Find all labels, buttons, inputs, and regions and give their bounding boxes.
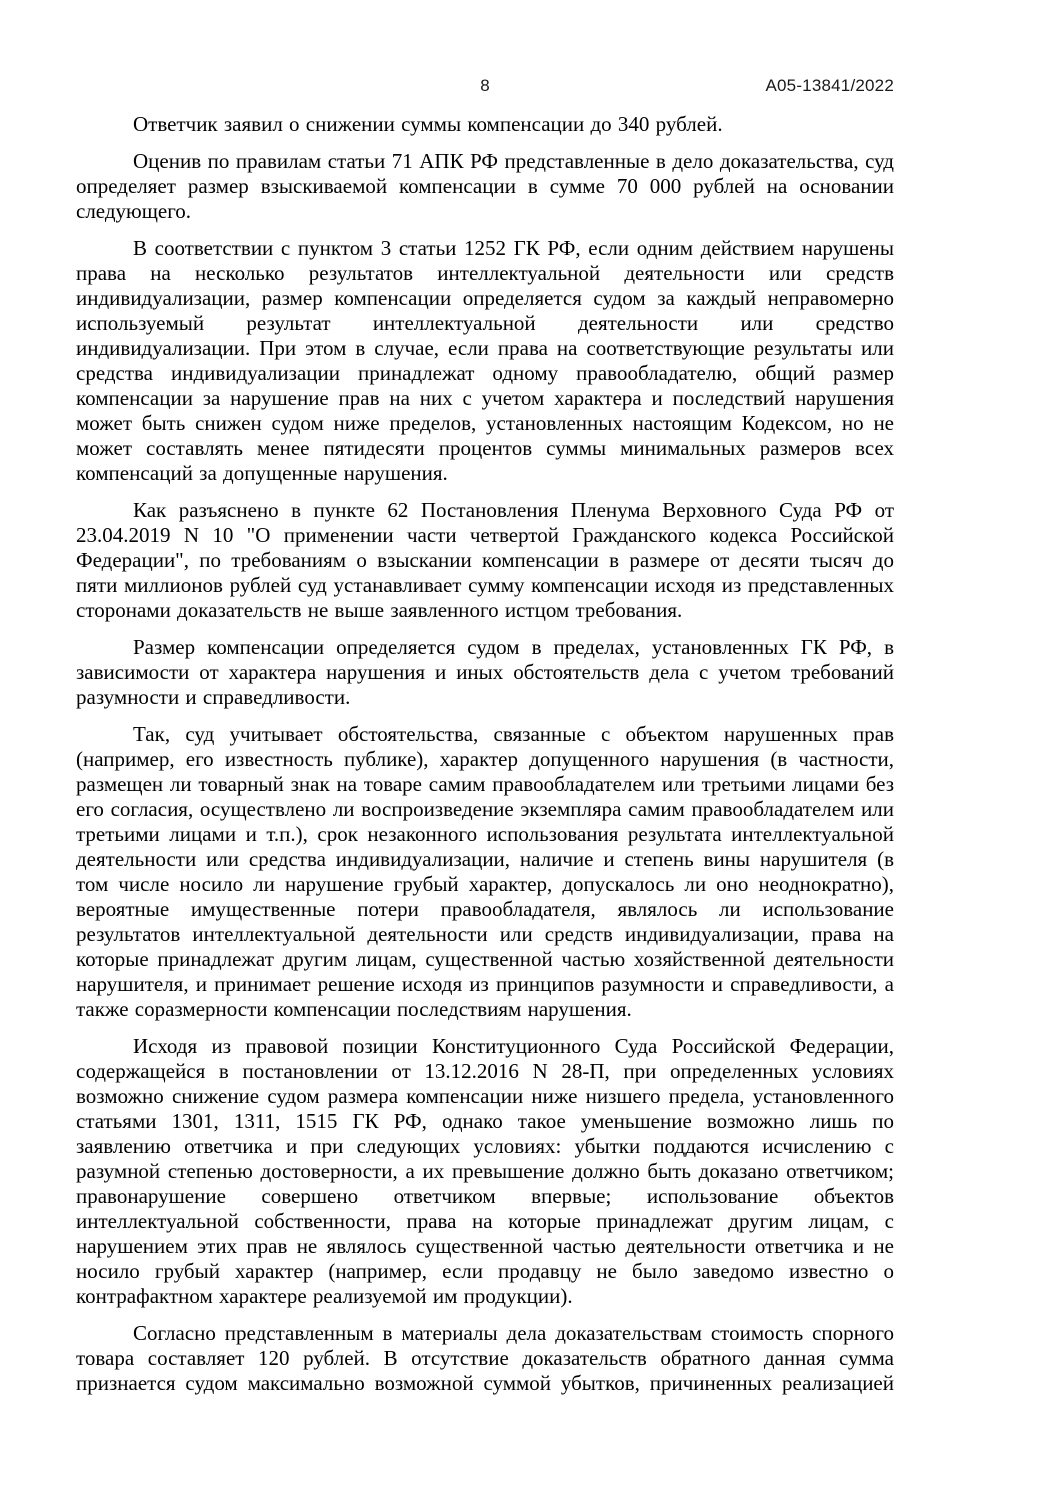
paragraph-plenum-ruling-62: Как разъяснено в пункте 62 Постановления Пленума Верховного Суда РФ от 23.04.2019 N 10 "О применении части четвертой Гражданского кодекса Российской Федерации", по требованиям о взыскании компенсации в размере от десяти тысяч до пяти миллионов рублей суд устанавливает сумму компенсации исходя из представленных сторонами доказательств не выше заявленного истцом требования. <box>76 498 894 622</box>
document-content <box>76 75 894 1396</box>
paragraph-article-1252: В соответствии с пунктом 3 статьи 1252 ГК РФ, если одним действием нарушены права на несколько результатов интеллектуальной деятельности или средств индивидуализации, размер компенсации определяется судом за каждый неправомерно используемый результат интеллектуальной деятельности или средство индивидуализации. При этом в случае, если права на соответствующие результаты или средства индивидуализации принадлежат одному правообладателю, общий размер компенсации за нарушение прав на них с учетом характера и последствий нарушения может быть снижен судом ниже пределов, установленных настоящим Кодексом, но не может составлять менее пятидесяти процентов суммы минимальных размеров всех компенсаций за допущенные нарушения. <box>76 236 894 485</box>
paragraph-respondent-claim: Ответчик заявил о снижении суммы компенсации до 340 рублей. <box>133 112 723 136</box>
paragraph-constitutional-court-position: Исходя из правовой позиции Конституционного Суда Российской Федерации, содержащейся в постановлении от 13.12.2016 N 28-П, при определенных условиях возможно снижение судом размера компенсации ниже низшего предела, установленного статьями 1301, 1311, 1515 ГК РФ, однако такое уменьшение возможно лишь по заявлению ответчика и при следующих условиях: убытки поддаются исчислению с разумной степенью достоверности, а их превышение должно быть доказано ответчиком; правонарушение совершено ответчиком впервые; использование объектов интеллектуальной собственности, права на которые принадлежат другим лицам, с нарушением этих прав не являлось существенной частью деятельности ответчика и не носило грубый характер (например, если продавцу не было заведомо известно о контрафактном характере реализуемой им продукции). <box>76 1034 894 1308</box>
document-body <box>76 112 894 1396</box>
paragraph-court-assessment: Оценив по правилам статьи 71 АПК РФ представленные в дело доказательства, суд определяет размер взыскиваемой компенсации в сумме 70 000 рублей на основании следующего. <box>76 149 894 223</box>
page-number: 8 <box>480 76 490 95</box>
page-header <box>76 75 894 96</box>
case-number: А05-13841/2022 <box>765 76 894 95</box>
paragraph-goods-cost: Согласно представленным в материалы дела доказательствам стоимость спорного товара составляет 120 рублей. В отсутствие доказательств обратного данная сумма признается судом максимально возможной суммой убытков, причиненных реализацией <box>76 1321 894 1395</box>
paragraph-compensation-limits: Размер компенсации определяется судом в пределах, установленных ГК РФ, в зависимости от характера нарушения и иных обстоятельств дела с учетом требований разумности и справедливости. <box>76 635 894 709</box>
paragraph-court-considerations: Так, суд учитывает обстоятельства, связанные с объектом нарушенных прав (например, его известность публике), характер допущенного нарушения (в частности, размещен ли товарный знак на товаре самим правообладателем или третьими лицами без его согласия, осуществлено ли воспроизведение экземпляра самим правообладателем или третьими лицами и т.п.), срок незаконного использования результата интеллектуальной деятельности или средства индивидуализации, наличие и степень вины нарушителя (в том числе носило ли нарушение грубый характер, допускалось ли оно неоднократно), вероятные имущественные потери правообладателя, являлось ли использование результатов интеллектуальной деятельности или средств индивидуализации, права на которые принадлежат другим лицам, существенной частью хозяйственной деятельности нарушителя, и принимает решение исходя из принципов разумности и справедливости, а также соразмерности компенсации последствиям нарушения. <box>76 722 894 1021</box>
